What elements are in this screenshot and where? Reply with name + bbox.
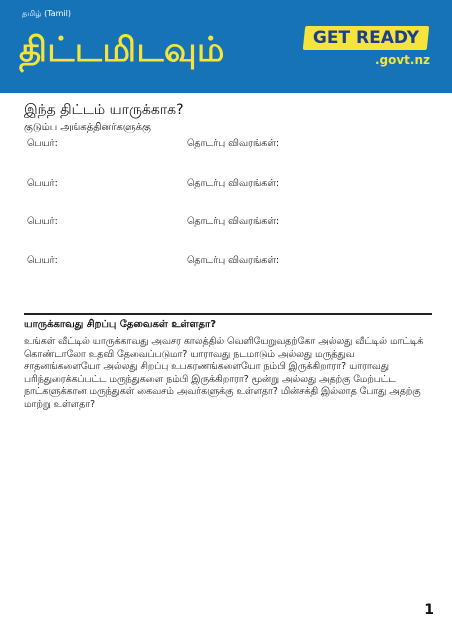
page-title: திட்டமிடவும்	[19, 30, 225, 70]
language-tag: தமிழ் (Tamil)	[22, 9, 72, 18]
name-label: பெயர்:	[27, 255, 58, 266]
name-label: பெயர்:	[27, 138, 58, 149]
plan-subtitle: குடும்ப அங்கத்தினர்களுக்கு	[24, 122, 151, 133]
name-label: பெயர்:	[27, 216, 58, 227]
page-number: 1	[424, 602, 434, 618]
name-label: பெயர்:	[27, 178, 58, 189]
contact-entry	[0, 138, 452, 168]
contact-details-label: தொடர்பு விவரங்கள்:	[187, 255, 280, 266]
contact-entry	[0, 216, 452, 246]
special-needs-paragraph: உங்கள் வீட்டில் யாருக்காவது அவசர காலத்தில் வெளியேறுவதற்கோ அல்லது வீட்டில் மாட்டிக் கொண்டாலோ உதவி தேவைப்படுமா? யாராவது நடமாடும் அல்லது மருத்துவ சாதனங்களையோ அல்லது சிறப்பு உபகரணங்களையோ நம்பி இருக்கிறாரா? யாராவது பரிந்துரைக்கப்பட்ட மருந்துகளை நம்பி இருக்கிறாரா? மூன்று அல்லது அதற்கு மேற்பட்ட நாட்களுக்கான மருந்துகள் கைவசம் அவர்களுக்கு உள்ளதா? மின்சக்தி இல்லாத போது அதற்கு மாற்று உள்ளதா?	[24, 336, 424, 410]
plan-question: இந்த திட்டம் யாருக்காக?	[24, 102, 184, 118]
contact-entry	[0, 255, 452, 285]
contact-details-label: தொடர்பு விவரங்கள்:	[187, 216, 280, 227]
header-banner	[0, 0, 452, 93]
logo-text: GET READY	[312, 28, 420, 48]
special-needs-heading: யாருக்காவது சிறப்பு தேவைகள் உள்ளதா?	[24, 319, 217, 330]
section-divider	[24, 313, 432, 315]
logo-domain: .govt.nz	[374, 53, 430, 67]
contact-details-label: தொடர்பு விவரங்கள்:	[187, 138, 280, 149]
get-ready-logo	[300, 26, 432, 70]
contact-details-label: தொடர்பு விவரங்கள்:	[187, 178, 280, 189]
contact-entry	[0, 178, 452, 208]
